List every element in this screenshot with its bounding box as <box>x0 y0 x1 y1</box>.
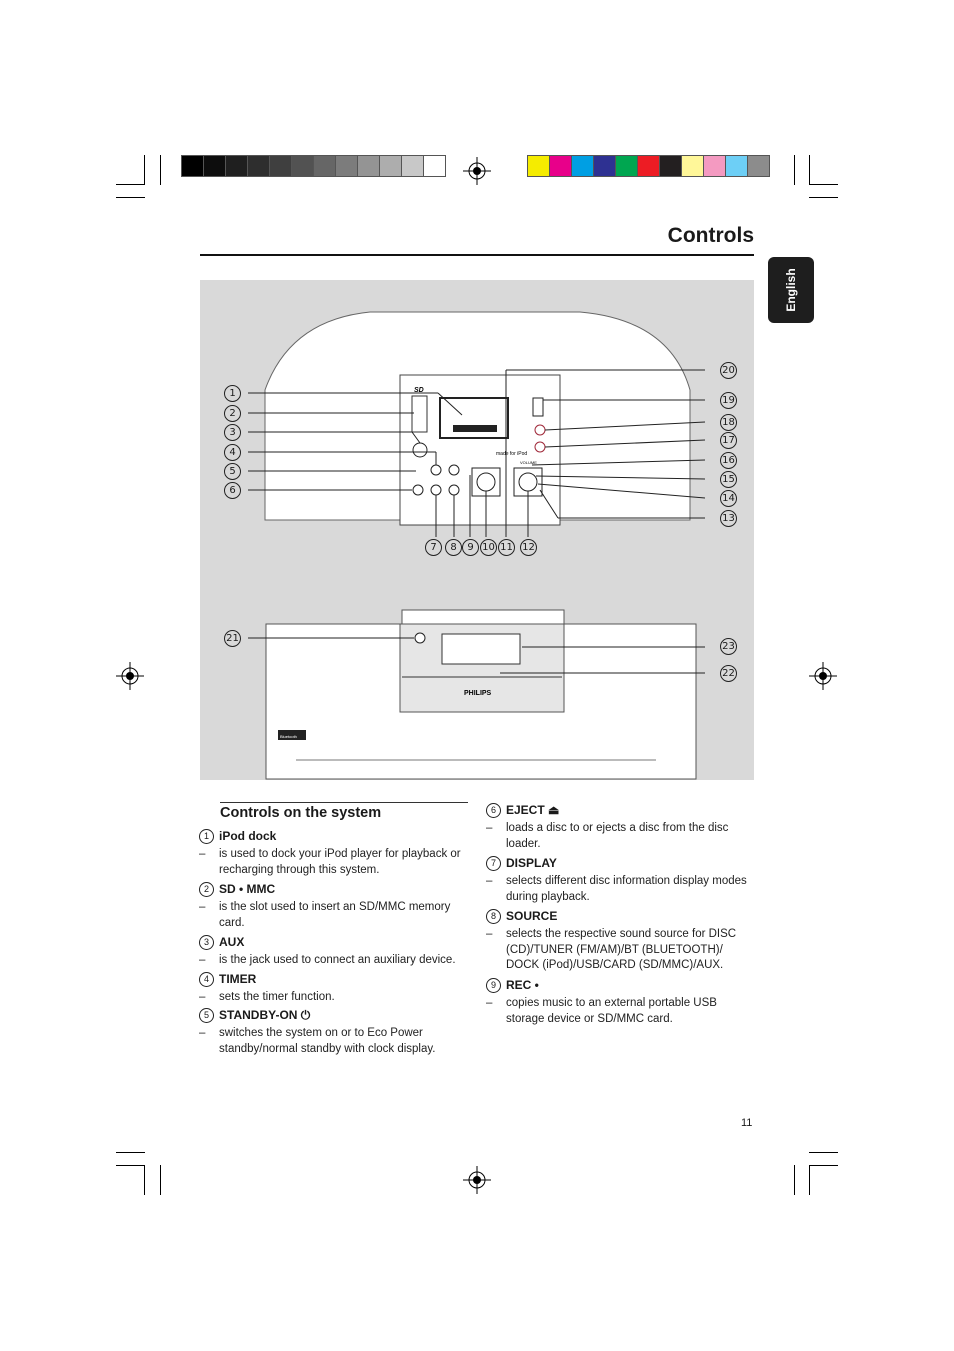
item-description: – is the jack used to connect an auxiliary device. <box>199 953 463 969</box>
volume-text: VOLUME <box>520 460 537 465</box>
item-label: REC • <box>506 978 539 992</box>
item-label: DISPLAY <box>506 856 557 870</box>
callout-5: 5 <box>224 463 241 480</box>
item-description: – copies music to an external portable USB storage device or SD/MMC card. <box>486 996 748 1027</box>
crop-mark <box>116 1165 145 1166</box>
control-item <box>199 1008 463 1057</box>
device-diagram <box>200 280 754 780</box>
callout-4: 4 <box>224 444 241 461</box>
color-swatch <box>637 155 660 177</box>
gray-swatch <box>423 155 446 177</box>
crop-mark <box>809 155 810 185</box>
crop-mark <box>794 1165 795 1195</box>
callout-15: 15 <box>720 471 737 488</box>
control-item <box>486 803 748 852</box>
item-number: 9 <box>486 978 501 993</box>
bluetooth-badge: Bluetooth <box>280 734 297 739</box>
callout-6: 6 <box>224 482 241 499</box>
gray-swatch <box>335 155 358 177</box>
callout-8: 8 <box>445 539 462 556</box>
gray-swatch <box>225 155 248 177</box>
crop-mark <box>809 1165 838 1166</box>
item-label: SOURCE <box>506 909 558 923</box>
color-swatch <box>659 155 682 177</box>
control-item <box>486 909 748 974</box>
item-label: SD • MMC <box>219 882 276 896</box>
control-item <box>199 882 463 931</box>
item-number: 1 <box>199 829 214 844</box>
crop-mark <box>809 184 838 185</box>
color-swatch <box>571 155 594 177</box>
crop-mark <box>116 1152 145 1153</box>
crop-mark <box>160 1165 161 1195</box>
crop-mark <box>809 1165 810 1195</box>
crop-mark <box>116 197 145 198</box>
control-item <box>199 972 463 1006</box>
gray-swatch <box>357 155 380 177</box>
control-item <box>199 829 463 878</box>
ipod-made-for-text: made for iPod <box>496 451 528 457</box>
item-description: – is used to dock your iPod player for playback or recharging through this system. <box>199 847 463 878</box>
item-label: TIMER <box>219 972 257 986</box>
callout-1: 1 <box>224 385 241 402</box>
callout-17: 17 <box>720 432 737 449</box>
crop-mark <box>160 155 161 185</box>
gray-swatch <box>291 155 314 177</box>
color-swatch <box>681 155 704 177</box>
item-label: EJECT ⏏ <box>506 803 560 817</box>
title-rule <box>200 254 754 256</box>
callout-20: 20 <box>720 362 737 379</box>
control-item <box>199 935 463 969</box>
item-number: 5 <box>199 1008 214 1023</box>
gray-swatch <box>401 155 424 177</box>
item-description: – selects different disc information display modes during playback. <box>486 874 748 905</box>
color-swatch <box>549 155 572 177</box>
item-number: 2 <box>199 882 214 897</box>
item-number: 3 <box>199 935 214 950</box>
crop-mark <box>144 1165 145 1195</box>
callout-18: 18 <box>720 414 737 431</box>
gray-swatch <box>313 155 336 177</box>
gray-swatch <box>181 155 204 177</box>
page-number: 11 <box>741 1117 753 1129</box>
callout-2: 2 <box>224 405 241 422</box>
callout-3: 3 <box>224 424 241 441</box>
callout-19: 19 <box>720 392 737 409</box>
callout-23: 23 <box>720 638 737 655</box>
device-illustration <box>200 280 754 780</box>
crop-mark <box>809 1152 838 1153</box>
callout-21: 21 <box>224 630 241 647</box>
callout-9: 9 <box>462 539 479 556</box>
control-item <box>486 856 748 905</box>
callout-12: 12 <box>520 539 537 556</box>
control-item <box>486 978 748 1027</box>
color-swatch <box>593 155 616 177</box>
item-label: iPod dock <box>219 829 277 843</box>
registration-target-icon <box>116 662 144 690</box>
sd-logo: SD <box>414 387 424 394</box>
language-tab-label: English <box>784 268 798 312</box>
crop-mark <box>144 155 145 185</box>
item-description: – sets the timer function. <box>199 990 463 1006</box>
color-swatch <box>615 155 638 177</box>
color-swatch <box>703 155 726 177</box>
gray-swatch <box>269 155 292 177</box>
callout-7: 7 <box>425 539 442 556</box>
callout-10: 10 <box>480 539 497 556</box>
item-number: 6 <box>486 803 501 818</box>
color-swatch <box>725 155 748 177</box>
crop-mark <box>116 184 145 185</box>
gray-swatch <box>203 155 226 177</box>
section-title: Controls on the system <box>220 802 468 821</box>
crop-mark <box>794 155 795 185</box>
language-tab <box>768 257 814 323</box>
callout-16: 16 <box>720 452 737 469</box>
item-label: STANDBY-ON ⏻ <box>219 1008 311 1022</box>
item-number: 4 <box>199 972 214 987</box>
registration-target-icon <box>809 662 837 690</box>
gray-swatch <box>379 155 402 177</box>
gray-swatch <box>247 155 270 177</box>
registration-target-icon <box>463 157 491 185</box>
callout-22: 22 <box>720 665 737 682</box>
page-title: Controls <box>667 224 754 247</box>
item-description: – loads a disc to or ejects a disc from the disc loader. <box>486 821 748 852</box>
callout-11: 11 <box>498 539 515 556</box>
registration-target-icon <box>463 1166 491 1194</box>
item-number: 8 <box>486 909 501 924</box>
item-description: – is the slot used to insert an SD/MMC memory card. <box>199 900 463 931</box>
item-description: – switches the system on or to Eco Power standby/normal standby with clock display. <box>199 1026 463 1057</box>
item-label: AUX <box>219 935 245 949</box>
color-swatch <box>747 155 770 177</box>
crop-mark <box>809 197 838 198</box>
brand-logo: PHILIPS <box>464 690 492 697</box>
color-swatch <box>527 155 550 177</box>
item-number: 7 <box>486 856 501 871</box>
callout-13: 13 <box>720 510 737 527</box>
item-description: – selects the respective sound source for DISC (CD)/TUNER (FM/AM)/BT (BLUETOOTH)/ DOCK (iPod)/USB/CARD (SD/MMC)/AUX. <box>486 927 748 974</box>
callout-14: 14 <box>720 490 737 507</box>
